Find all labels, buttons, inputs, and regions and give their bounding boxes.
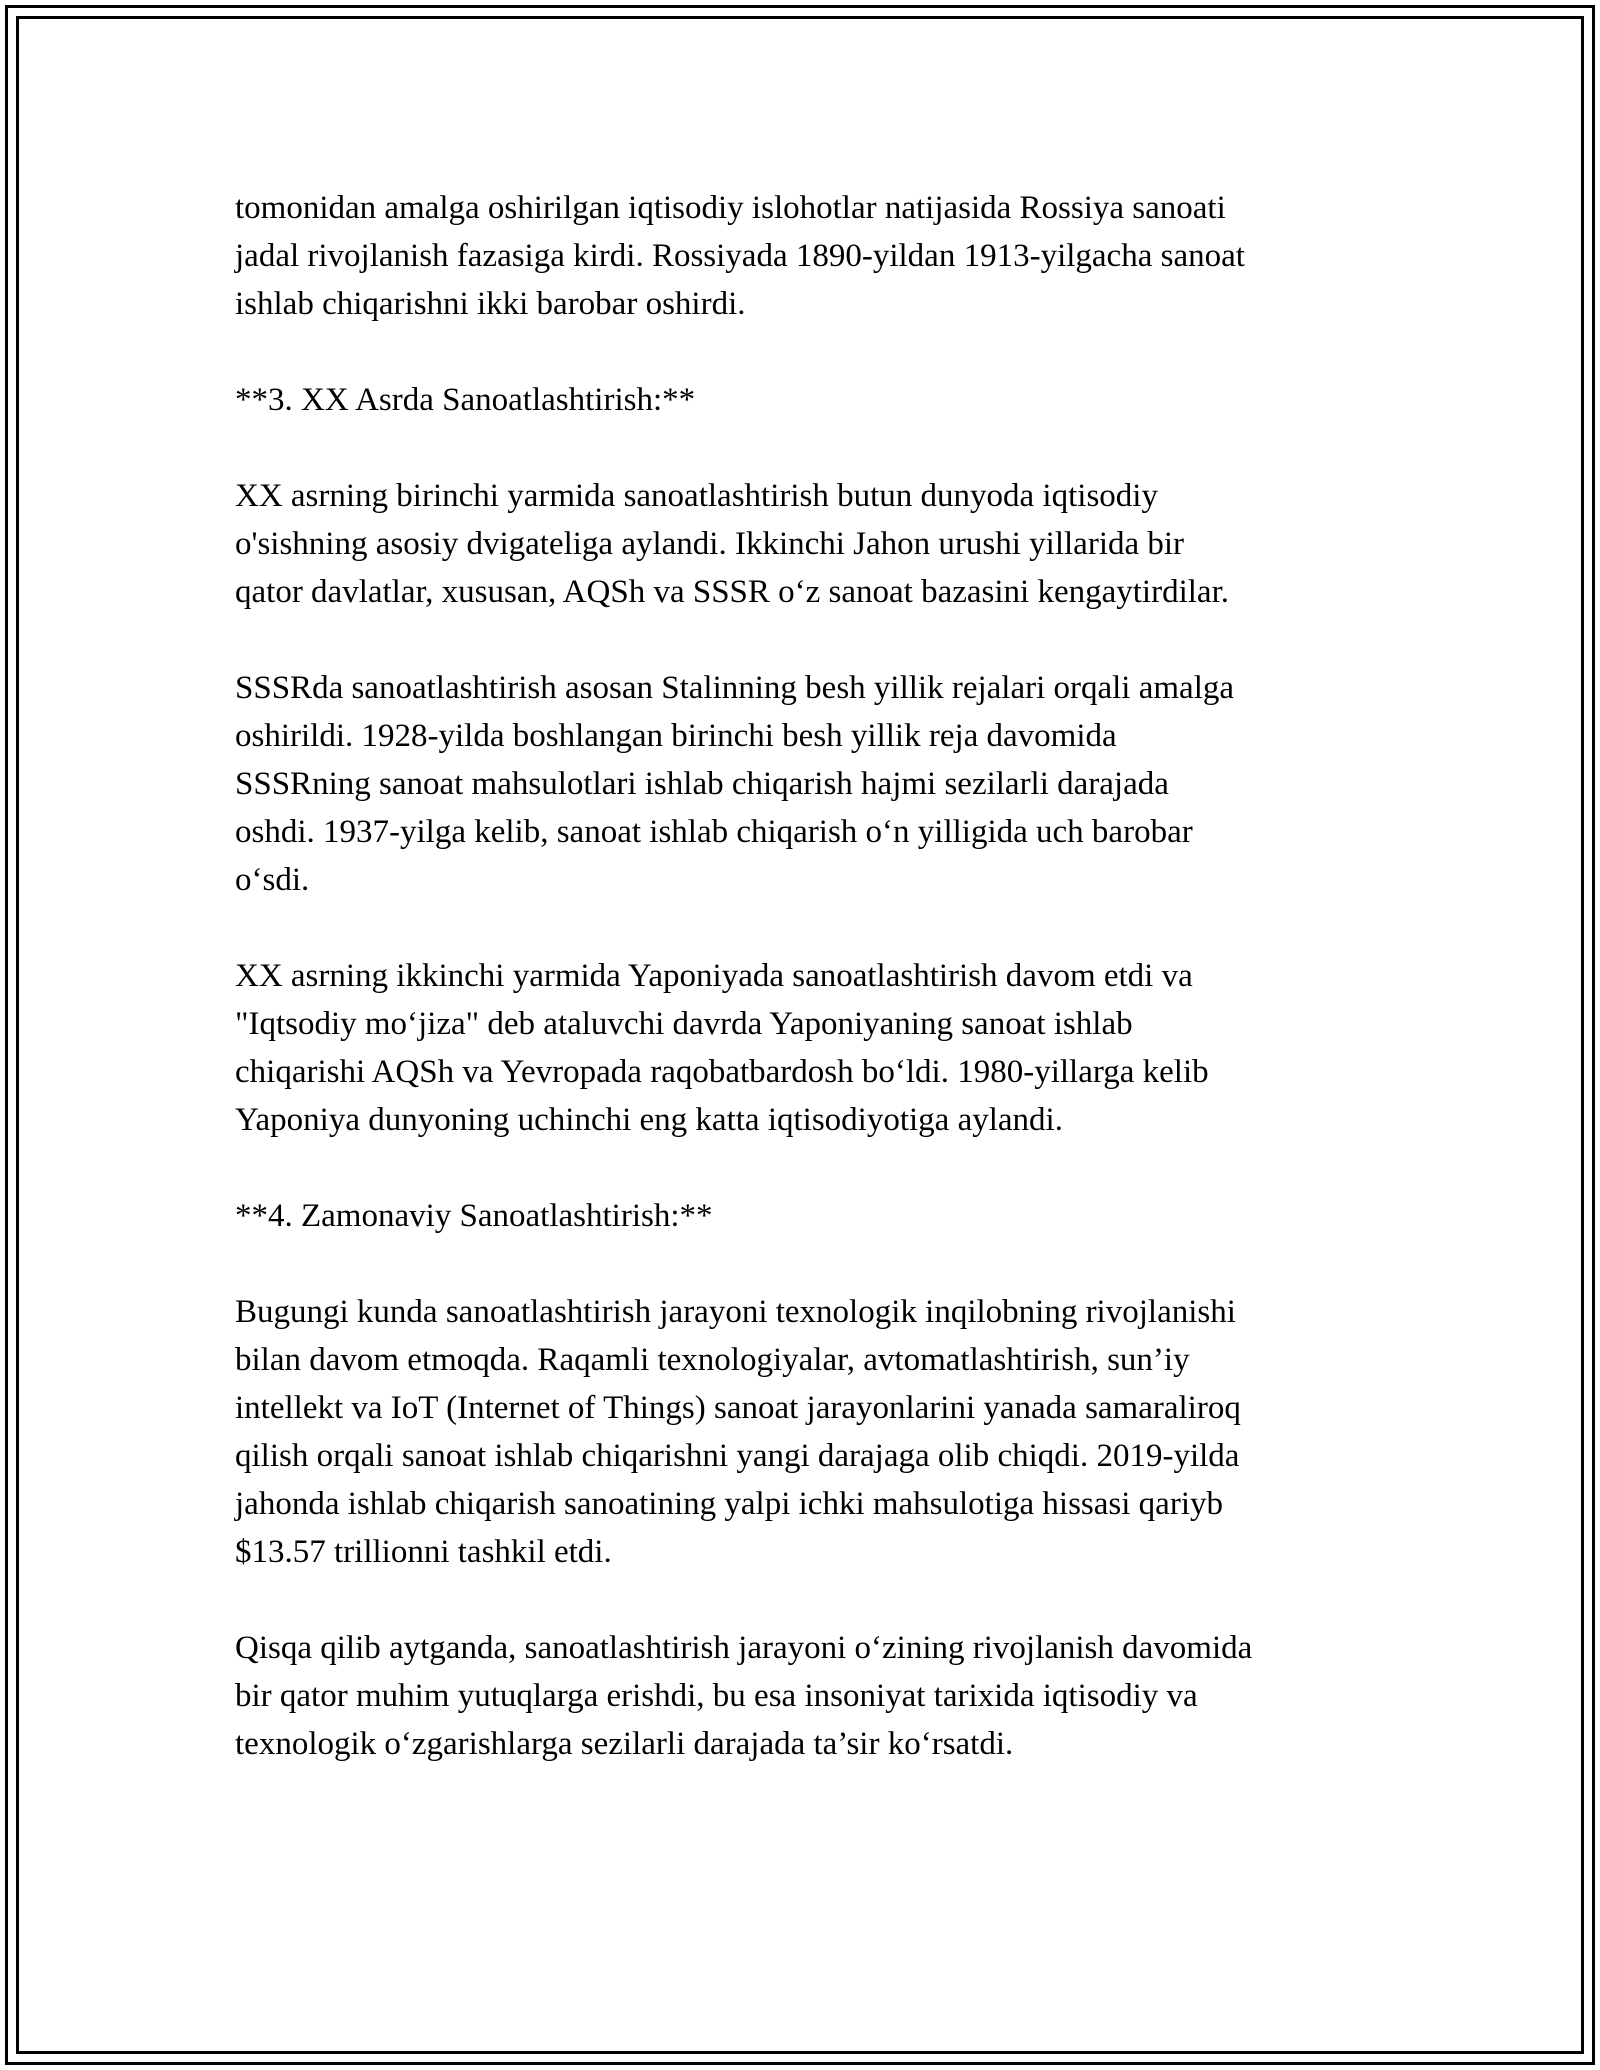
text-line: Qisqa qilib aytganda, sanoatlashtirish jarayoni o‘zining rivojlanish davomida: [235, 1630, 1253, 1666]
paragraph-japan-miracle: [235, 952, 1395, 1144]
section-heading-xx-century: [235, 376, 1395, 424]
text-line: XX asrning ikkinchi yarmida Yaponiyada sanoatlashtirish davom etdi va: [235, 958, 1193, 994]
text-line: SSSRda sanoatlashtirish asosan Stalinning besh yillik rejalari orqali amalga: [235, 670, 1235, 706]
paragraph-russia-industry: [235, 184, 1395, 328]
text-line: texnologik o‘zgarishlarga sezilarli darajada ta’sir ko‘rsatdi.: [235, 1726, 1014, 1762]
text-line: XX asrning birinchi yarmida sanoatlashtirish butun dunyoda iqtisodiy: [235, 478, 1158, 514]
text-line: tomonidan amalga oshirilgan iqtisodiy islohotlar natijasida Rossiya sanoati: [235, 190, 1226, 226]
text-line: ishlab chiqarishni ikki barobar oshirdi.: [235, 286, 746, 322]
text-line: $13.57 trillionni tashkil etdi.: [235, 1534, 612, 1570]
text-line: Yaponiya dunyoning uchinchi eng katta iqtisodiyotiga aylandi.: [235, 1102, 1063, 1138]
paragraph-modern-industrialization: [235, 1288, 1395, 1576]
text-line: oshdi. 1937-yilga kelib, sanoat ishlab chiqarish o‘n yilligida uch barobar: [235, 814, 1193, 850]
text-line: oshirildi. 1928-yilda boshlangan birinchi besh yillik reja davomida: [235, 718, 1117, 754]
heading-text: **3. XX Asrda Sanoatlashtirish:**: [235, 382, 696, 418]
text-line: qilish orqali sanoat ishlab chiqarishni yangi darajaga olib chiqdi. 2019-yilda: [235, 1438, 1240, 1474]
text-line: Bugungi kunda sanoatlashtirish jarayoni texnologik inqilobning rivojlanishi: [235, 1294, 1236, 1330]
text-line: SSSRning sanoat mahsulotlari ishlab chiqarish hajmi sezilarli darajada: [235, 766, 1169, 802]
text-line: o‘sdi.: [235, 862, 310, 898]
text-line: jadal rivojlanish fazasiga kirdi. Rossiyada 1890-yildan 1913-yilgacha sanoat: [235, 238, 1245, 274]
text-line: qator davlatlar, xususan, AQSh va SSSR o‘z sanoat bazasini kengaytirdilar.: [235, 574, 1229, 610]
document-body: [235, 184, 1395, 1816]
paragraph-conclusion: [235, 1624, 1395, 1768]
text-line: bilan davom etmoqda. Raqamli texnologiyalar, avtomatlashtirish, sun’iy: [235, 1342, 1190, 1378]
text-line: chiqarishi AQSh va Yevropada raqobatbardosh bo‘ldi. 1980-yillarga kelib: [235, 1054, 1209, 1090]
paragraph-xx-first-half: [235, 472, 1395, 616]
text-line: bir qator muhim yutuqlarga erishdi, bu esa insoniyat tarixida iqtisodiy va: [235, 1678, 1198, 1714]
text-line: intellekt va IoT (Internet of Things) sanoat jarayonlarini yanada samaraliroq: [235, 1390, 1241, 1426]
section-heading-modern: [235, 1192, 1395, 1240]
paragraph-ussr-five-year-plans: [235, 664, 1395, 904]
heading-text: **4. Zamonaviy Sanoatlashtirish:**: [235, 1198, 713, 1234]
text-line: o'sishning asosiy dvigateliga aylandi. Ikkinchi Jahon urushi yillarida bir: [235, 526, 1185, 562]
text-line: jahonda ishlab chiqarish sanoatining yalpi ichki mahsulotiga hissasi qariyb: [235, 1486, 1223, 1522]
text-line: "Iqtsodiy mo‘jiza" deb ataluvchi davrda Yaponiyaning sanoat ishlab: [235, 1006, 1133, 1042]
